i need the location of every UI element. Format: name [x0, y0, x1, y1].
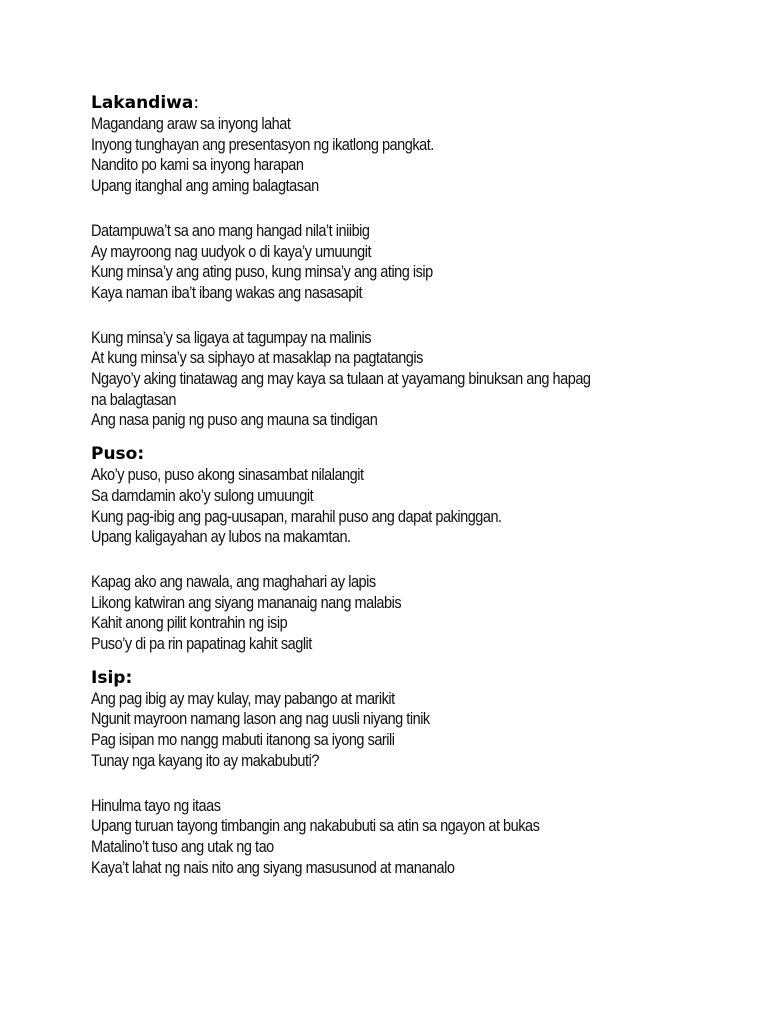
section-puso [91, 443, 731, 655]
verse-line: Ngayo’y aking tinatawag ang may kaya sa tulaan at yayamang binuksan ang hapag [91, 370, 591, 389]
verse-line: Datampuwa’t sa ano mang hangad nila’t iniibig [91, 221, 370, 240]
stanza [91, 796, 731, 879]
speaker-heading: Lakandiwa: [91, 93, 200, 113]
stanza [91, 328, 731, 432]
verse-line: Upang turuan tayong timbangin ang nakabubuti sa atin sa ngayon at bukas [91, 817, 540, 836]
verse-line: Likong katwiran ang siyang mananaig nang malabis [91, 593, 402, 612]
speaker-heading: Puso: [91, 444, 145, 465]
verse-line: Inyong tunghayan ang presentasyon ng ikatlong pangkat. [91, 135, 434, 154]
verse-line: Ay mayroong nag uudyok o di kaya’y umuungit [91, 242, 371, 261]
verse-line: Puso’y di pa rin papatinag kahit saglit [91, 635, 312, 654]
verse-line: Ako’y puso, puso akong sinasambat nilalangit [91, 466, 364, 485]
stanza [91, 689, 731, 772]
stanza [91, 221, 731, 304]
verse-line: Upang itanghal ang aming balagtasan [91, 177, 319, 196]
verse-line: Kaya’t lahat ng nais nito ang siyang masusunod at mananalo [91, 858, 455, 877]
verse-line: Nandito po kami sa inyong harapan [91, 156, 304, 175]
verse-line: Kung minsa’y ang ating puso, kung minsa’y ang ating isip [91, 263, 433, 282]
stanza [91, 572, 731, 655]
verse-line: At kung minsa’y sa siphayo at masaklap na pagtatangis [91, 349, 423, 368]
verse-line: Matalino’t tuso ang utak ng tao [91, 837, 274, 856]
verse-line: Tunay nga kayang ito ay makabubuti? [91, 751, 319, 770]
document-page [91, 92, 731, 878]
section-lakandiwa [91, 92, 731, 431]
section-isip [91, 667, 731, 879]
speaker-heading: Isip: [91, 667, 133, 688]
verse-line: Ang pag ibig ay may kulay, may pabango at marikit [91, 689, 395, 708]
verse-line: Hinulma tayo ng itaas [91, 796, 221, 815]
verse-line: Sa damdamin ako’y sulong umuungit [91, 486, 314, 505]
stanza [91, 114, 731, 197]
verse-line: Kaya naman iba’t ibang wakas ang nasasapit [91, 283, 363, 302]
stanza [91, 465, 731, 548]
verse-line: Pag isipan mo nangg mabuti itanong sa iyong sarili [91, 731, 395, 750]
verse-line: Upang kaligayahan ay lubos na makamtan. [91, 528, 351, 547]
verse-line: Kapag ako ang nawala, ang maghahari ay lapis [91, 572, 376, 591]
verse-line: Magandang araw sa inyong lahat [91, 115, 291, 133]
verse-line: Ang nasa panig ng puso ang mauna sa tindigan [91, 411, 378, 430]
verse-line: Kahit anong pilit kontrahin ng isip [91, 614, 288, 633]
verse-line: na balagtasan [91, 390, 176, 409]
verse-line: Ngunit mayroon namang lason ang nag uusli niyang tinik [91, 710, 430, 729]
verse-line: Kung pag-ibig ang pag-uusapan, marahil puso ang dapat pakinggan. [91, 507, 502, 526]
verse-line: Kung minsa’y sa ligaya at tagumpay na malinis [91, 328, 372, 347]
